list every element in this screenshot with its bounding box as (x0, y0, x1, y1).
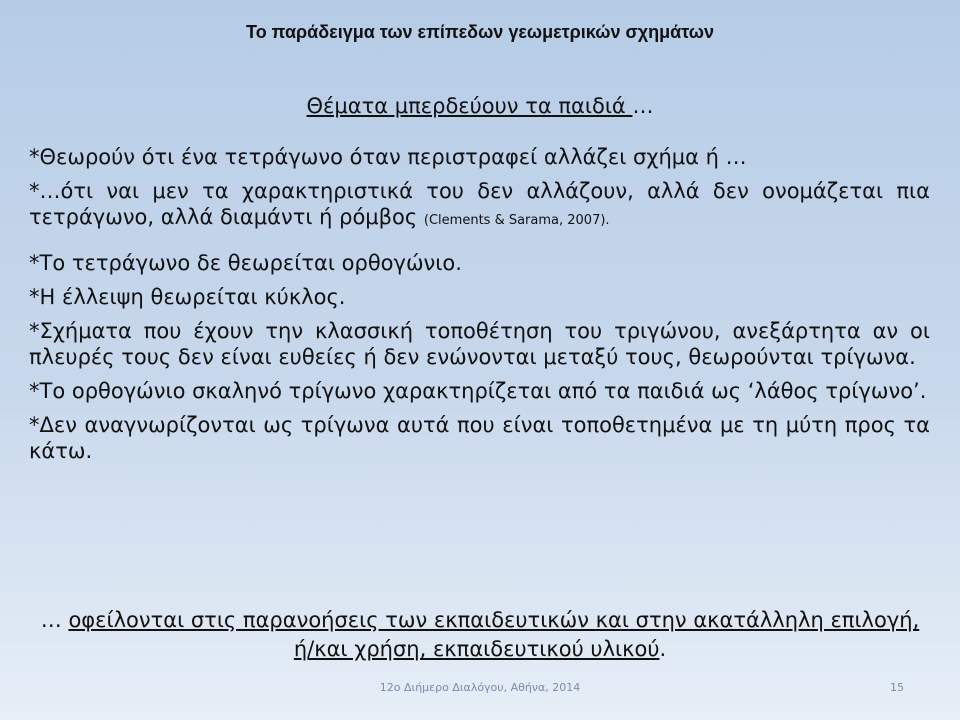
subtitle-underlined: Θέματα μπερδεύουν τα παιδιά (306, 94, 633, 118)
slide-footer: 12ο Διήμερο Διαλόγου, Αθήνα, 2014 (379, 681, 581, 694)
bullet-list (29, 144, 930, 464)
bullet-item (29, 250, 930, 276)
bullet-item (29, 144, 930, 170)
page-number: 15 (890, 681, 904, 694)
conclusion-text (40, 606, 920, 664)
bullet-text: *Το τετράγωνο δε θεωρείται ορθογώνιο. (29, 251, 462, 275)
bullet-text: *Δεν αναγνωρίζονται ως τρίγωνα αυτά που είναι τοποθετημένα με τη μύτη προς τα κάτω. (29, 413, 930, 463)
bullet-text: *Το ορθογώνιο σκαληνό τρίγωνο χαρακτηρίζεται από τα παιδιά ως ‘λάθος τρίγωνο’. (29, 379, 927, 403)
bullet-text: *Σχήματα που έχουν την κλασσική τοποθέτηση του τριγώνου, ανεξάρτητα αν οι πλευρές τους δεν είναι ευθείες ή δεν ενώνονται μεταξύ τους, θεωρούνται τρίγωνα. (29, 319, 930, 369)
bullet-text: *Θεωρούν ότι ένα τετράγωνο όταν περιστραφεί αλλάζει σχήμα ή … (29, 145, 747, 169)
conclusion-prefix: … (40, 608, 69, 632)
bullet-item (29, 284, 930, 310)
slide-subtitle (0, 94, 960, 118)
bullet-item (29, 412, 930, 464)
bullet-text: *Η έλλειψη θεωρείται κύκλος. (29, 285, 346, 309)
slide-title: Το παράδειγμα των επίπεδων γεωμετρικών σχημάτων (246, 22, 714, 42)
subtitle-ellipsis: … (632, 94, 654, 118)
citation: (Clements & Sarama, 2007). (423, 213, 610, 228)
bullet-item (29, 178, 930, 234)
bullet-item (29, 318, 930, 370)
conclusion-underlined: οφείλονται στις παρανοήσεις των εκπαιδευτικών και στην ακατάλληλη επιλογή, ή/και χρήση, εκπαιδευτικού υλικού (68, 608, 920, 661)
bullet-item (29, 378, 930, 404)
conclusion-suffix: . (659, 637, 667, 661)
bullet-text: *…ότι ναι μεν τα χαρακτηριστικά του δεν αλλάζουν, αλλά δεν ονομάζεται πια τετράγωνο, αλλά διαμάντι ή ρόμβος (29, 179, 930, 229)
